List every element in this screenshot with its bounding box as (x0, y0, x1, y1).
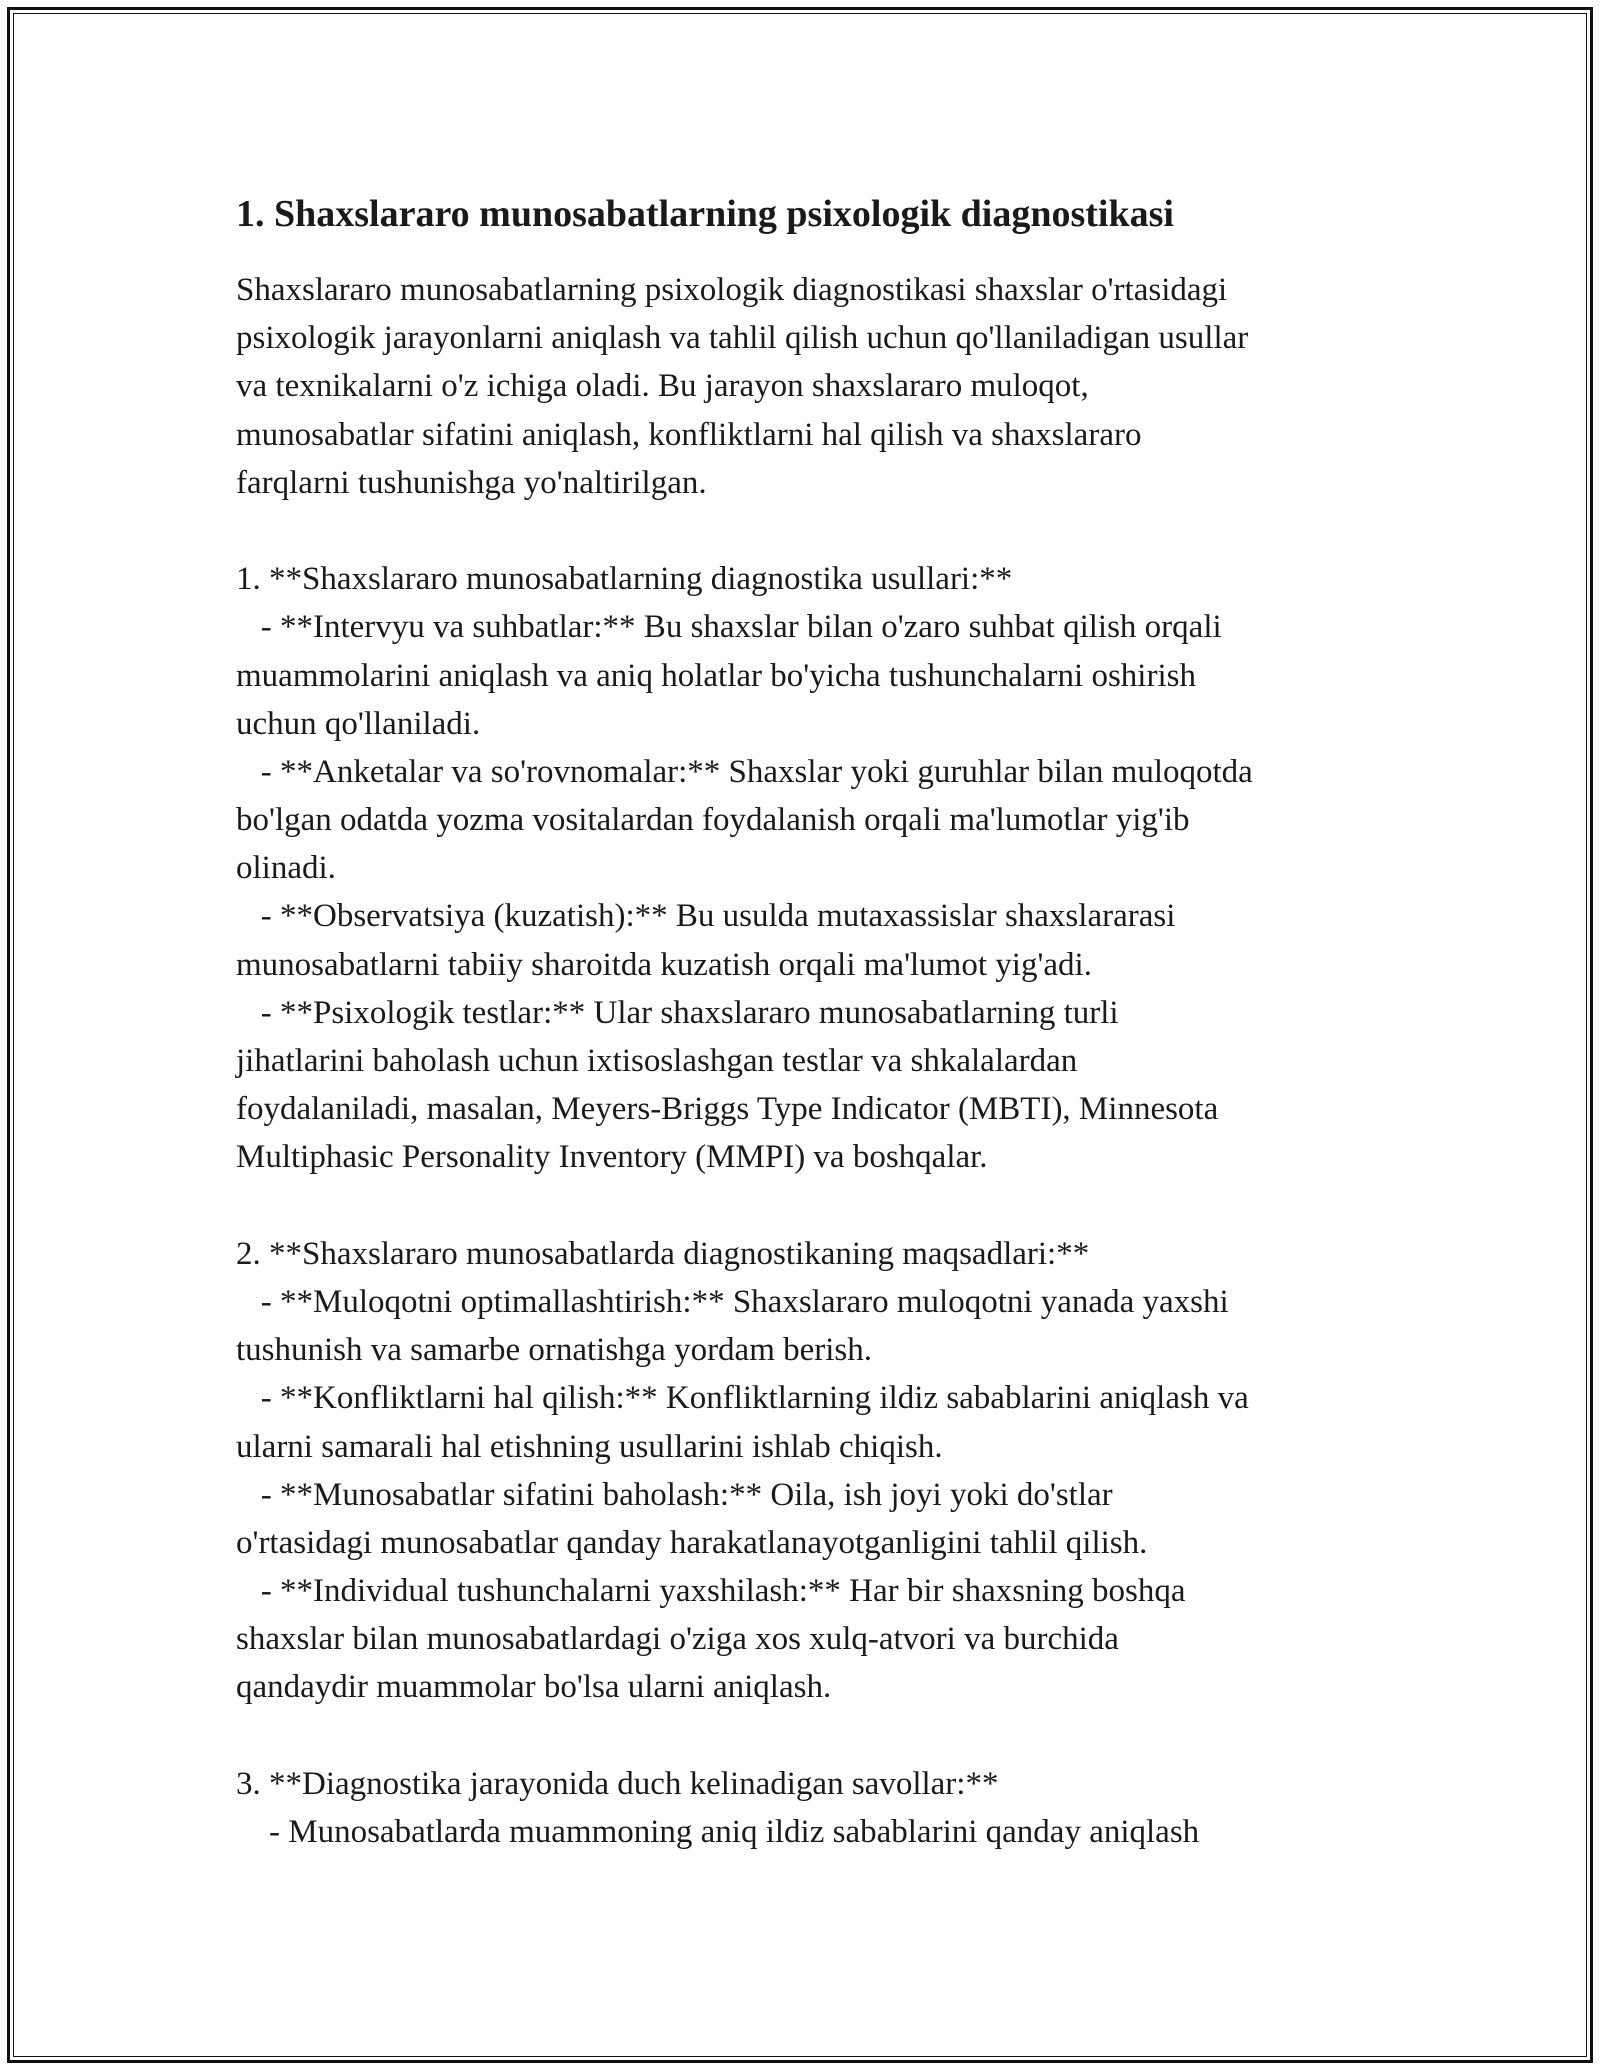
text-line: - **Konfliktlarni hal qilish:** Konfliktlarning ildiz sabablarini aniqlash va (236, 1380, 1249, 1417)
text-line: olinadi. (236, 850, 336, 887)
text-line: - **Observatsiya (kuzatish):** Bu usulda mutaxassislar shaxslararasi (236, 898, 1176, 935)
text-line: shaxslar bilan munosabatlardagi o'ziga xos xulq-atvori va burchida (236, 1621, 1119, 1658)
text-line: foydalaniladi, masalan, Meyers-Briggs Type Indicator (MBTI), Minnesota (236, 1091, 1219, 1128)
text-line: qandaydir muammolar bo'lsa ularni aniqlash. (236, 1669, 832, 1706)
text-line: - **Psixologik testlar:** Ular shaxslararo munosabatlarning turli (236, 994, 1119, 1031)
text-line: ularni samarali hal etishning usullarini ishlab chiqish. (236, 1428, 943, 1465)
text-line: - **Muloqotni optimallashtirish:** Shaxslararo muloqotni yanada yaxshi (236, 1283, 1229, 1320)
blank-line (236, 1712, 1416, 1760)
text-line: farqlarni tushunishga yo'naltirilgan. (236, 464, 707, 501)
text-line: muammolarini aniqlash va aniq holatlar bo'yicha tushunchalarni oshirish (236, 657, 1196, 694)
text-line: 1. **Shaxslararo munosabatlarning diagnostika usullari:** (236, 561, 1013, 598)
text-line: 2. **Shaxslararo munosabatlarda diagnostikaning maqsadlari:** (236, 1235, 1090, 1272)
text-line: - **Individual tushunchalarni yaxshilash:** Har bir shaxsning boshqa (236, 1573, 1186, 1610)
text-line: Shaxslararo munosabatlarning psixologik diagnostikasi shaxslar o'rtasidagi (236, 272, 1228, 308)
text-line: munosabatlar sifatini aniqlash, konfliktlarni hal qilish va shaxslararo (236, 416, 1142, 453)
text-line: bo'lgan odatda yozma vositalardan foydalanish orqali ma'lumotlar yig'ib (236, 802, 1190, 839)
text-line: munosabatlarni tabiiy sharoitda kuzatish orqali ma'lumot yig'adi. (236, 946, 1092, 983)
text-line: va texnikalarni o'z ichiga oladi. Bu jarayon shaxslararo muloqot, (236, 368, 1089, 405)
document-body (236, 188, 1416, 1856)
text-line: o'rtasidagi munosabatlar qanday harakatlanayotganligini tahlil qilish. (236, 1524, 1148, 1561)
text-line: - **Intervyu va suhbatlar:** Bu shaxslar bilan o'zaro suhbat qilish orqali (236, 609, 1222, 646)
text-line: Multiphasic Personality Inventory (MMPI) va boshqalar. (236, 1139, 988, 1176)
text-line: - **Munosabatlar sifatini baholash:** Oila, ish joyi yoki do'stlar (236, 1476, 1113, 1513)
blank-line (236, 1182, 1416, 1230)
text-line: 3. **Diagnostika jarayonida duch kelinadigan savollar:** (236, 1765, 999, 1802)
blank-line (236, 507, 1416, 555)
document-heading: 1. Shaxslararo munosabatlarning psixologik diagnostikasi (236, 193, 1174, 235)
text-line: uchun qo'llaniladi. (236, 705, 481, 742)
text-line: - **Anketalar va so'rovnomalar:** Shaxslar yoki guruhlar bilan muloqotda (236, 753, 1253, 790)
text-line: psixologik jarayonlarni aniqlash va tahlil qilish uchun qo'llaniladigan usullar (236, 320, 1249, 357)
document-text (236, 266, 1416, 1856)
text-line: - Munosabatlarda muammoning aniq ildiz sabablarini qanday aniqlash (236, 1814, 1200, 1850)
text-line: jihatlarini baholash uchun ixtisoslashgan testlar va shkalalardan (236, 1043, 1078, 1079)
text-line: tushunish va samarbe ornatishga yordam berish. (236, 1332, 873, 1369)
